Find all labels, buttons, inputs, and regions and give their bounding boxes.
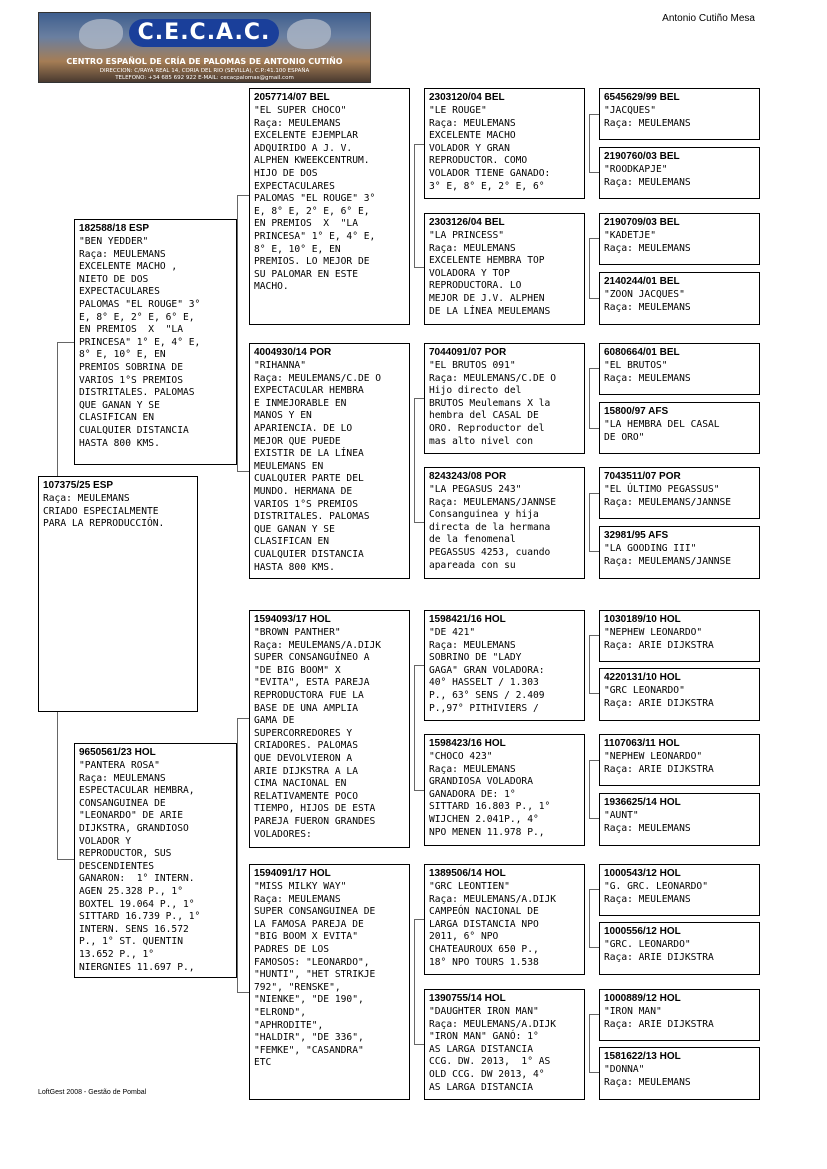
- ring-number: 1936625/14 HOL: [604, 797, 681, 808]
- pedigree-card-dam-sire: [249, 610, 410, 848]
- connector: [589, 238, 590, 298]
- connector: [589, 172, 599, 173]
- ring-number: 1000543/12 HOL: [604, 868, 681, 879]
- ring-number: 32981/95 AFS: [604, 530, 669, 541]
- pedigree-card-gen3: [424, 989, 585, 1100]
- connector: [589, 1072, 599, 1073]
- ring-number: 1000556/12 HOL: [604, 926, 681, 937]
- connector: [589, 947, 599, 948]
- connector: [589, 889, 590, 947]
- ring-number: 1598423/16 HOL: [429, 738, 506, 749]
- connector: [589, 760, 590, 818]
- connector: [414, 919, 424, 920]
- bird-description: "MISS MILKY WAY" Raça: MEULEMANS SUPER CONSANGUINEA DE LA FAMOSA PAREJA DE "BIG BOOM X EVITA" PADRES DE LOS FAMOSOS: "LEONARDO", "HUNTI", "HET STRIKJE 792", "RENSKE", "NIENKE", "DE 190", "ELROND", "APHRODITE", "HALDIR", "DE 336", "FEMKE", "CASANDRA" ETC: [254, 881, 376, 1069]
- connector: [589, 428, 599, 429]
- connector: [57, 342, 58, 476]
- pedigree-card-sire: [74, 219, 237, 465]
- bird-description: "IRON MAN" Raça: ARIE DIJKSTRA: [604, 1006, 714, 1030]
- connector: [589, 760, 599, 761]
- ring-number: 9650561/23 HOL: [79, 747, 156, 758]
- connector: [589, 368, 599, 369]
- bird-description: "NEPHEW LEONARDO" Raça: ARIE DIJKSTRA: [604, 751, 714, 775]
- ring-number: 1594093/17 HOL: [254, 614, 331, 625]
- connector: [589, 114, 599, 115]
- ring-number: 1581622/13 HOL: [604, 1051, 681, 1062]
- bird-description: "LA HEMBRA DEL CASAL DE ORO": [604, 419, 720, 443]
- ring-number: 1594091/17 HOL: [254, 868, 331, 879]
- ring-number: 182588/18 ESP: [79, 223, 150, 234]
- bird-description: "EL ÚLTIMO PEGASSUS" Raça: MEULEMANS/JANNSE: [604, 484, 732, 508]
- pedigree-card-gen3: [424, 864, 585, 975]
- connector: [589, 551, 599, 552]
- logo-brand: C.E.C.A.C.: [129, 19, 279, 47]
- connector: [414, 522, 424, 523]
- connector: [57, 342, 74, 343]
- bird-description: "PANTERA ROSA" Raça: MEULEMANS ESPECTACULAR HEMBRA, CONSANGUINEA DE "LEONARDO" DE ARIE DIJKSTRA, GRANDIOSO VOLADOR Y REPRODUCTOR, SUS DESCENDIENTES GANARON: 1° INTERN. AGEN 25.328 P., 1° BOXTEL 19.064 P., 1° SITTARD 16.739 P., 1° INTERN. SENS 16.572 P., 1° ST. QUENTIN 13.652 P., 1° NIERGNIES 11.697 P.,: [79, 760, 201, 973]
- bird-description: "LA PRINCESS" Raça: MEULEMANS EXCELENTE HEMBRA TOP VOLADORA Y TOP REPRODUCTORA. LO MEJOR DE J.V. ALPHEN DE LA LÍNEA MEULEMANS: [429, 230, 551, 317]
- connector: [414, 267, 424, 268]
- connector: [414, 398, 424, 399]
- connector: [589, 635, 590, 693]
- ring-number: 6545629/99 BEL: [604, 92, 680, 103]
- pedigree-card-gen4: [599, 147, 760, 199]
- pedigree-card-gen4: [599, 343, 760, 395]
- pedigree-card-gen4: [599, 272, 760, 325]
- bird-description: "DONNA" Raça: MEULEMANS: [604, 1064, 691, 1088]
- connector: [414, 790, 424, 791]
- bird-description: "LA PEGASUS 243" Raça: MEULEMANS/JANNSE Consanguinea y hija directa de la hermana de la fenomenal PEGASSUS 4253, cuando apareada con su: [429, 484, 557, 571]
- ring-number: 6080664/01 BEL: [604, 347, 680, 358]
- pedigree-card-gen3: [424, 467, 585, 579]
- pedigree-card-gen4: [599, 610, 760, 662]
- connector: [237, 718, 238, 992]
- ring-number: 2057714/07 BEL: [254, 92, 330, 103]
- pedigree-card-sire-dam: [249, 343, 410, 579]
- ring-number: 2190760/03 BEL: [604, 151, 680, 162]
- connector: [414, 144, 424, 145]
- ring-number: 1389506/14 HOL: [429, 868, 506, 879]
- ring-number: 1390755/14 HOL: [429, 993, 506, 1004]
- bird-description: "GRC LEONARDO" Raça: ARIE DIJKSTRA: [604, 685, 714, 709]
- bird-description: "EL BRUTOS 091" Raça: MEULEMANS/C.DE O Hijo directo del BRUTOS Meulemans X la hembra del CASAL DE ORO. Reproductor del mas alto nivel con: [429, 360, 557, 447]
- ring-number: 2303120/04 BEL: [429, 92, 505, 103]
- logo: [38, 12, 371, 83]
- bird-description: "BEN YEDDER" Raça: MEULEMANS EXCELENTE MACHO , NIETO DE DOS EXPECTACULARES PALOMAS "EL ROUGE" 3° E, 8° E, 2° E, 6° E, EN PREMIOS X "LA PRINCESA" 1° E, 4° E, 8° E, 10° E, EN PREMIOS SOBRINA DE VARIOS 1°S PREMIOS DISTRITALES. PALOMAS QUE GANAN Y SE CLASIFICAN EN CUALQUIER DISTANCIA HASTA 800 KMS.: [79, 236, 201, 449]
- connector: [589, 368, 590, 428]
- connector: [589, 493, 599, 494]
- pedigree-card-gen4: [599, 734, 760, 786]
- pedigree-card-dam: [74, 743, 237, 978]
- pedigree-card-gen4: [599, 526, 760, 579]
- connector: [414, 665, 424, 666]
- logo-contact: TELEFONO: +34 685 692 922 E-MAIL: cecacpalomas@gmail.com: [115, 75, 294, 81]
- logo-address: DIRECCION: C/RAYA REAL 14, CORIA DEL RIO (SEVILLA), C.P.:41.100 ESPAÑA: [99, 68, 310, 74]
- bird-description: "CHOCO 423" Raça: MEULEMANS GRANDIOSA VOLADORA GANADORA DE: 1° SITTARD 16.803 P., 1° WIJCHEN 2.041P., 4° NPO MENEN 11.978 P.,: [429, 751, 551, 838]
- connector: [237, 718, 249, 719]
- pedigree-card-gen3: [424, 610, 585, 721]
- pedigree-card-gen3: [424, 343, 585, 454]
- pedigree-card-dam-dam: [249, 864, 410, 1100]
- connector: [237, 471, 249, 472]
- pedigree-card-gen4: [599, 668, 760, 721]
- pedigree-card-subject: [38, 476, 198, 712]
- bird-description: "ZOON JACQUES" Raça: MEULEMANS: [604, 289, 691, 313]
- bird-description: "GRC. LEONARDO" Raça: ARIE DIJKSTRA: [604, 939, 714, 963]
- bird-description: "AUNT" Raça: MEULEMANS: [604, 810, 691, 834]
- connector: [57, 712, 58, 859]
- bird-description: Raça: MEULEMANS CRIADO ESPECIALMENTE PARA LA REPRODUCCIÓN.: [43, 493, 165, 530]
- bird-description: "GRC LEONTIEN" Raça: MEULEMANS/A.DIJK CAMPEÓN NACIONAL DE LARGA DISTANCIA NPO 2011, 6° NPO CHATEAUROUX 650 P., 18° NPO TOURS 1.538: [429, 881, 557, 968]
- pedigree-card-gen4: [599, 402, 760, 454]
- ring-number: 2190709/03 BEL: [604, 217, 680, 228]
- pedigree-card-gen4: [599, 922, 760, 975]
- bird-description: "EL SUPER CHOCO" Raça: MEULEMANS EXCELENTE EJEMPLAR ADQUIRIDO A J. V. ALPHEN KWEEKCENTRUM. HIJO DE DOS EXPECTACULARES PALOMAS "EL ROUGE" 3° E, 8° E, 2° E, 6° E, EN PREMIOS X "LA PRINCESA" 1° E, 4° E, 8° E, 10° E, EN PREMIOS. LO MEJOR DE SU PALOMAR EN ESTE MACHO.: [254, 105, 376, 293]
- connector: [414, 398, 415, 522]
- connector: [589, 114, 590, 172]
- connector: [589, 818, 599, 819]
- connector: [237, 195, 238, 471]
- bird-description: "NEPHEW LEONARDO" Raça: ARIE DIJKSTRA: [604, 627, 714, 651]
- ring-number: 2303126/04 BEL: [429, 217, 505, 228]
- owner-name: Antonio Cutiño Mesa: [662, 13, 755, 24]
- ring-number: 2140244/01 BEL: [604, 276, 680, 287]
- ring-number: 1000889/12 HOL: [604, 993, 681, 1004]
- connector: [589, 1014, 590, 1072]
- pedigree-card-gen4: [599, 864, 760, 916]
- bird-description: "JACQUES" Raça: MEULEMANS: [604, 105, 691, 129]
- connector: [589, 693, 599, 694]
- ring-number: 1107063/11 HOL: [604, 738, 680, 749]
- connector: [57, 859, 74, 860]
- bird-description: "G. GRC. LEONARDO" Raça: MEULEMANS: [604, 881, 708, 905]
- ring-number: 1598421/16 HOL: [429, 614, 506, 625]
- pedigree-card-gen3: [424, 88, 585, 199]
- connector: [589, 238, 599, 239]
- ring-number: 4004930/14 POR: [254, 347, 332, 358]
- ring-number: 7044091/07 POR: [429, 347, 507, 358]
- connector: [237, 992, 249, 993]
- pigeon-icon: [287, 19, 331, 49]
- connector: [589, 635, 599, 636]
- connector: [237, 195, 249, 196]
- connector: [589, 889, 599, 890]
- pedigree-card-gen4: [599, 793, 760, 846]
- ring-number: 15800/97 AFS: [604, 406, 669, 417]
- ring-number: 4220131/10 HOL: [604, 672, 681, 683]
- ring-number: 107375/25 ESP: [43, 480, 114, 491]
- connector: [414, 144, 415, 267]
- bird-description: "RIHANNA" Raça: MEULEMANS/C.DE O EXPECTACULAR HEMBRA E INMEJORABLE EN MANOS Y EN APARIENCIA. DE LO MEJOR QUE PUEDE EXISTIR DE LA LÍNEA MEULEMANS EN CUALQUIER PARTE DEL MUNDO. HERMANA DE VARIOS 1°S PREMIOS DISTRITALES. PALOMAS QUE GANAN Y SE CLASIFICAN EN CUALQUIER DISTANCIA HASTA 800 KMS.: [254, 360, 382, 573]
- ring-number: 7043511/07 POR: [604, 471, 681, 482]
- pigeon-icon: [79, 19, 123, 49]
- bird-description: "LA GOODING III" Raça: MEULEMANS/JANNSE: [604, 543, 732, 567]
- bird-description: "DAUGHTER IRON MAN" Raça: MEULEMANS/A.DIJK "IRON MAN" GANÓ: 1° AS LARGA DISTANCIA CCG. DW. 2013, 1° AS OLD CCG. DW 2013, 4° AS LARGA DISTANCIA: [429, 1006, 557, 1093]
- pedigree-card-gen4: [599, 989, 760, 1041]
- bird-description: "BROWN PANTHER" Raça: MEULEMANS/A.DIJK SUPER CONSANGUÍNEO A "DE BIG BOOM" X "EVITA", ESTA PAREJA REPRODUCTORA FUE LA BASE DE UNA AMPLIA GAMA DE SUPERCORREDORES Y CRIADORES. PALOMAS QUE DEVOLVIERON A ARIE DIJKSTRA A LA CIMA NACIONAL EN RELATIVAMENTE POCO TIEMPO, HIJOS DE ESTA PAREJA FUERON GRANDES VOLADORES:: [254, 627, 382, 840]
- pedigree-card-gen4: [599, 1047, 760, 1100]
- bird-description: "ROODKAPJE" Raça: MEULEMANS: [604, 164, 691, 188]
- bird-description: "LE ROUGE" Raça: MEULEMANS EXCELENTE MACHO VOLADOR Y GRAN REPRODUCTOR. COMO VOLADOR TIENE GANADO: 3° E, 8° E, 2° E, 6°: [429, 105, 551, 192]
- bird-description: "DE 421" Raça: MEULEMANS SOBRINO DE "LADY GAGA" GRAN VOLADORA: 40° HASSELT / 1.303 P., 63° SENS / 2.409 P.,97° PITHIVIERS /: [429, 627, 545, 714]
- bird-description: "KADETJE" Raça: MEULEMANS: [604, 230, 691, 254]
- bird-description: "EL BRUTOS" Raça: MEULEMANS: [604, 360, 691, 384]
- ring-number: 1030189/10 HOL: [604, 614, 681, 625]
- footer-credit: LoftGest 2008 - Gestão de Pombal: [38, 1089, 147, 1096]
- connector: [589, 298, 599, 299]
- pedigree-card-gen4: [599, 88, 760, 140]
- pedigree-card-gen4: [599, 467, 760, 519]
- pedigree-card-gen3: [424, 734, 585, 846]
- connector: [414, 665, 415, 790]
- pedigree-card-gen4: [599, 213, 760, 265]
- connector: [414, 919, 415, 1044]
- connector: [589, 493, 590, 551]
- pedigree-card-gen3: [424, 213, 585, 325]
- pedigree-card-sire-sire: [249, 88, 410, 325]
- logo-title: CENTRO ESPAÑOL DE CRÍA DE PALOMAS DE ANTONIO CUTIÑO: [66, 57, 343, 66]
- connector: [414, 1044, 424, 1045]
- ring-number: 8243243/08 POR: [429, 471, 507, 482]
- connector: [589, 1014, 599, 1015]
